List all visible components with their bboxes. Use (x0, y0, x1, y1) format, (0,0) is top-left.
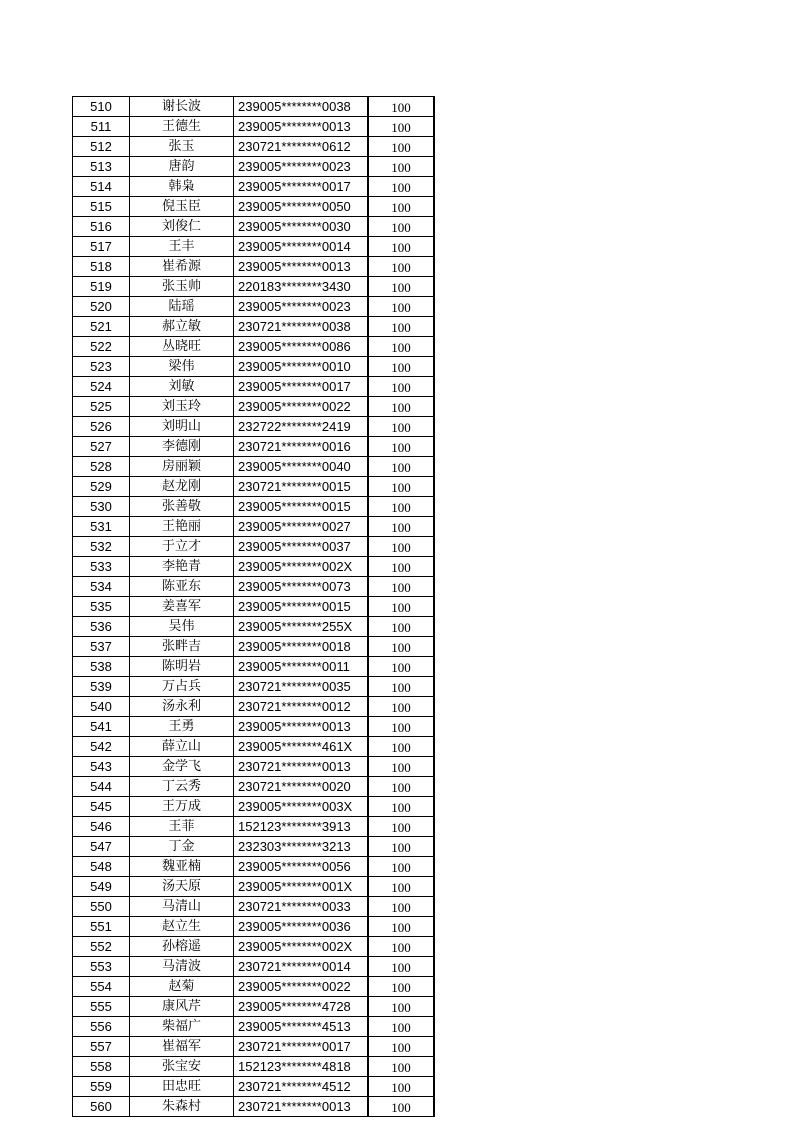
table-row (73, 557, 435, 577)
score-cell: 100 (368, 197, 434, 217)
score-cell: 100 (368, 437, 434, 457)
id-number-cell: 239005********0014 (234, 237, 369, 257)
id-number-cell: 232722********2419 (234, 417, 369, 437)
id-number-cell: 239005********0013 (234, 257, 369, 277)
name-cell: 朱森村 (130, 1097, 234, 1117)
id-number-cell: 239005********0086 (234, 337, 369, 357)
table-row (73, 817, 435, 837)
name-cell: 姜喜军 (130, 597, 234, 617)
table-row (73, 1037, 435, 1057)
score-cell: 100 (368, 97, 434, 117)
name-cell: 万占兵 (130, 677, 234, 697)
score-cell: 100 (368, 957, 434, 977)
name-cell: 吴伟 (130, 617, 234, 637)
id-number-cell: 232303********3213 (234, 837, 369, 857)
score-cell: 100 (368, 417, 434, 437)
id-number-cell: 239005********0038 (234, 97, 369, 117)
name-cell: 马清山 (130, 897, 234, 917)
row-number-cell: 537 (73, 637, 130, 657)
score-cell: 100 (368, 297, 434, 317)
score-cell: 100 (368, 317, 434, 337)
score-cell: 100 (368, 937, 434, 957)
id-number-cell: 239005********002X (234, 557, 369, 577)
table-row (73, 597, 435, 617)
score-cell: 100 (368, 517, 434, 537)
id-number-cell: 230721********0612 (234, 137, 369, 157)
score-cell: 100 (368, 597, 434, 617)
name-cell: 刘明山 (130, 417, 234, 437)
roster-table (72, 96, 435, 1117)
score-cell: 100 (368, 397, 434, 417)
table-row (73, 757, 435, 777)
id-number-cell: 239005********0030 (234, 217, 369, 237)
row-number-cell: 519 (73, 277, 130, 297)
score-cell: 100 (368, 337, 434, 357)
score-cell: 100 (368, 457, 434, 477)
score-cell: 100 (368, 377, 434, 397)
row-number-cell: 539 (73, 677, 130, 697)
name-cell: 王菲 (130, 817, 234, 837)
row-number-cell: 536 (73, 617, 130, 637)
name-cell: 梁伟 (130, 357, 234, 377)
id-number-cell: 239005********4513 (234, 1017, 369, 1037)
table-row (73, 877, 435, 897)
table-row (73, 697, 435, 717)
id-number-cell: 239005********0015 (234, 497, 369, 517)
table-row (73, 497, 435, 517)
table-row (73, 377, 435, 397)
row-number-cell: 557 (73, 1037, 130, 1057)
row-number-cell: 524 (73, 377, 130, 397)
name-cell: 崔福军 (130, 1037, 234, 1057)
name-cell: 王艳丽 (130, 517, 234, 537)
row-number-cell: 553 (73, 957, 130, 977)
id-number-cell: 239005********0015 (234, 597, 369, 617)
score-cell: 100 (368, 577, 434, 597)
id-number-cell: 230721********0015 (234, 477, 369, 497)
id-number-cell: 239005********0017 (234, 177, 369, 197)
score-cell: 100 (368, 757, 434, 777)
name-cell: 汤永利 (130, 697, 234, 717)
name-cell: 于立才 (130, 537, 234, 557)
score-cell: 100 (368, 137, 434, 157)
row-number-cell: 516 (73, 217, 130, 237)
table-row (73, 577, 435, 597)
table-row (73, 117, 435, 137)
score-cell: 100 (368, 877, 434, 897)
row-number-cell: 526 (73, 417, 130, 437)
name-cell: 柴福广 (130, 1017, 234, 1037)
table-row (73, 257, 435, 277)
table-row (73, 717, 435, 737)
score-cell: 100 (368, 537, 434, 557)
score-cell: 100 (368, 617, 434, 637)
table-row (73, 297, 435, 317)
score-cell: 100 (368, 1057, 434, 1077)
id-number-cell: 230721********4512 (234, 1077, 369, 1097)
row-number-cell: 520 (73, 297, 130, 317)
name-cell: 韩枭 (130, 177, 234, 197)
row-number-cell: 518 (73, 257, 130, 277)
table-row (73, 1017, 435, 1037)
row-number-cell: 510 (73, 97, 130, 117)
row-number-cell: 554 (73, 977, 130, 997)
name-cell: 汤天原 (130, 877, 234, 897)
table-row (73, 217, 435, 237)
name-cell: 金学飞 (130, 757, 234, 777)
name-cell: 张善敬 (130, 497, 234, 517)
name-cell: 王勇 (130, 717, 234, 737)
table-row (73, 977, 435, 997)
id-number-cell: 230721********0014 (234, 957, 369, 977)
row-number-cell: 521 (73, 317, 130, 337)
row-number-cell: 513 (73, 157, 130, 177)
score-cell: 100 (368, 777, 434, 797)
row-number-cell: 533 (73, 557, 130, 577)
table-row (73, 997, 435, 1017)
id-number-cell: 239005********0013 (234, 717, 369, 737)
name-cell: 赵菊 (130, 977, 234, 997)
table-row (73, 737, 435, 757)
table-row (73, 1077, 435, 1097)
score-cell: 100 (368, 1037, 434, 1057)
score-cell: 100 (368, 217, 434, 237)
score-cell: 100 (368, 837, 434, 857)
table-row (73, 637, 435, 657)
score-cell: 100 (368, 677, 434, 697)
name-cell: 魏亚楠 (130, 857, 234, 877)
id-number-cell: 230721********0013 (234, 1097, 369, 1117)
id-number-cell: 230721********0033 (234, 897, 369, 917)
name-cell: 倪玉臣 (130, 197, 234, 217)
row-number-cell: 523 (73, 357, 130, 377)
table-row (73, 797, 435, 817)
table-row (73, 357, 435, 377)
id-number-cell: 239005********0073 (234, 577, 369, 597)
name-cell: 刘玉玲 (130, 397, 234, 417)
table-row (73, 477, 435, 497)
row-number-cell: 538 (73, 657, 130, 677)
score-cell: 100 (368, 977, 434, 997)
row-number-cell: 531 (73, 517, 130, 537)
name-cell: 薛立山 (130, 737, 234, 757)
score-cell: 100 (368, 997, 434, 1017)
id-number-cell: 239005********001X (234, 877, 369, 897)
name-cell: 丁云秀 (130, 777, 234, 797)
name-cell: 唐韵 (130, 157, 234, 177)
score-cell: 100 (368, 177, 434, 197)
name-cell: 崔希源 (130, 257, 234, 277)
name-cell: 康风芹 (130, 997, 234, 1017)
row-number-cell: 545 (73, 797, 130, 817)
row-number-cell: 549 (73, 877, 130, 897)
table-row (73, 337, 435, 357)
table-row (73, 857, 435, 877)
score-cell: 100 (368, 917, 434, 937)
score-cell: 100 (368, 697, 434, 717)
name-cell: 王万成 (130, 797, 234, 817)
id-number-cell: 239005********0023 (234, 157, 369, 177)
row-number-cell: 550 (73, 897, 130, 917)
row-number-cell: 555 (73, 997, 130, 1017)
roster-table-body (73, 97, 435, 1117)
row-number-cell: 515 (73, 197, 130, 217)
id-number-cell: 239005********003X (234, 797, 369, 817)
table-row (73, 957, 435, 977)
score-cell: 100 (368, 897, 434, 917)
name-cell: 郝立敏 (130, 317, 234, 337)
row-number-cell: 514 (73, 177, 130, 197)
score-cell: 100 (368, 157, 434, 177)
id-number-cell: 239005********0011 (234, 657, 369, 677)
table-row (73, 417, 435, 437)
name-cell: 刘敏 (130, 377, 234, 397)
row-number-cell: 544 (73, 777, 130, 797)
table-row (73, 237, 435, 257)
score-cell: 100 (368, 637, 434, 657)
score-cell: 100 (368, 257, 434, 277)
row-number-cell: 541 (73, 717, 130, 737)
table-row (73, 177, 435, 197)
table-row (73, 517, 435, 537)
id-number-cell: 239005********255X (234, 617, 369, 637)
name-cell: 田忠旺 (130, 1077, 234, 1097)
row-number-cell: 522 (73, 337, 130, 357)
score-cell: 100 (368, 117, 434, 137)
name-cell: 王德生 (130, 117, 234, 137)
name-cell: 丁金 (130, 837, 234, 857)
name-cell: 李德刚 (130, 437, 234, 457)
table-row (73, 1057, 435, 1077)
id-number-cell: 239005********0010 (234, 357, 369, 377)
score-cell: 100 (368, 657, 434, 677)
row-number-cell: 512 (73, 137, 130, 157)
id-number-cell: 239005********0023 (234, 297, 369, 317)
table-row (73, 777, 435, 797)
row-number-cell: 527 (73, 437, 130, 457)
name-cell: 张玉帅 (130, 277, 234, 297)
score-cell: 100 (368, 237, 434, 257)
id-number-cell: 239005********0017 (234, 377, 369, 397)
id-number-cell: 239005********0036 (234, 917, 369, 937)
score-cell: 100 (368, 477, 434, 497)
name-cell: 王丰 (130, 237, 234, 257)
id-number-cell: 239005********0027 (234, 517, 369, 537)
row-number-cell: 560 (73, 1097, 130, 1117)
row-number-cell: 543 (73, 757, 130, 777)
row-number-cell: 528 (73, 457, 130, 477)
name-cell: 谢长波 (130, 97, 234, 117)
name-cell: 马清波 (130, 957, 234, 977)
id-number-cell: 239005********461X (234, 737, 369, 757)
id-number-cell: 230721********0017 (234, 1037, 369, 1057)
id-number-cell: 152123********3913 (234, 817, 369, 837)
row-number-cell: 511 (73, 117, 130, 137)
row-number-cell: 546 (73, 817, 130, 837)
row-number-cell: 548 (73, 857, 130, 877)
score-cell: 100 (368, 497, 434, 517)
name-cell: 赵龙刚 (130, 477, 234, 497)
score-cell: 100 (368, 277, 434, 297)
name-cell: 陈明岩 (130, 657, 234, 677)
name-cell: 陆瑶 (130, 297, 234, 317)
id-number-cell: 239005********0037 (234, 537, 369, 557)
row-number-cell: 534 (73, 577, 130, 597)
table-row (73, 657, 435, 677)
score-cell: 100 (368, 1017, 434, 1037)
table-row (73, 397, 435, 417)
table-row (73, 197, 435, 217)
table-row (73, 277, 435, 297)
id-number-cell: 230721********0016 (234, 437, 369, 457)
table-row (73, 617, 435, 637)
row-number-cell: 540 (73, 697, 130, 717)
id-number-cell: 230721********0012 (234, 697, 369, 717)
name-cell: 孙榕遥 (130, 937, 234, 957)
score-cell: 100 (368, 557, 434, 577)
id-number-cell: 230721********0020 (234, 777, 369, 797)
id-number-cell: 239005********4728 (234, 997, 369, 1017)
table-row (73, 917, 435, 937)
id-number-cell: 152123********4818 (234, 1057, 369, 1077)
name-cell: 张宝安 (130, 1057, 234, 1077)
score-cell: 100 (368, 1097, 434, 1117)
name-cell: 陈亚东 (130, 577, 234, 597)
table-row (73, 677, 435, 697)
id-number-cell: 220183********3430 (234, 277, 369, 297)
name-cell: 刘俊仁 (130, 217, 234, 237)
id-number-cell: 239005********0013 (234, 117, 369, 137)
score-cell: 100 (368, 717, 434, 737)
id-number-cell: 239005********0040 (234, 457, 369, 477)
table-row (73, 837, 435, 857)
name-cell: 张玉 (130, 137, 234, 157)
row-number-cell: 558 (73, 1057, 130, 1077)
id-number-cell: 239005********002X (234, 937, 369, 957)
id-number-cell: 239005********0022 (234, 397, 369, 417)
row-number-cell: 556 (73, 1017, 130, 1037)
id-number-cell: 230721********0013 (234, 757, 369, 777)
score-cell: 100 (368, 1077, 434, 1097)
row-number-cell: 517 (73, 237, 130, 257)
row-number-cell: 552 (73, 937, 130, 957)
score-cell: 100 (368, 797, 434, 817)
name-cell: 李艳青 (130, 557, 234, 577)
table-row (73, 1097, 435, 1117)
row-number-cell: 551 (73, 917, 130, 937)
id-number-cell: 230721********0035 (234, 677, 369, 697)
name-cell: 赵立生 (130, 917, 234, 937)
row-number-cell: 530 (73, 497, 130, 517)
id-number-cell: 239005********0018 (234, 637, 369, 657)
table-row (73, 317, 435, 337)
score-cell: 100 (368, 857, 434, 877)
id-number-cell: 239005********0056 (234, 857, 369, 877)
table-row (73, 537, 435, 557)
id-number-cell: 239005********0022 (234, 977, 369, 997)
name-cell: 丛晓旺 (130, 337, 234, 357)
row-number-cell: 535 (73, 597, 130, 617)
table-row (73, 97, 435, 117)
score-cell: 100 (368, 817, 434, 837)
table-row (73, 457, 435, 477)
id-number-cell: 239005********0050 (234, 197, 369, 217)
name-cell: 张畔吉 (130, 637, 234, 657)
name-cell: 房丽颖 (130, 457, 234, 477)
table-row (73, 157, 435, 177)
score-cell: 100 (368, 357, 434, 377)
row-number-cell: 559 (73, 1077, 130, 1097)
table-row (73, 137, 435, 157)
id-number-cell: 230721********0038 (234, 317, 369, 337)
table-row (73, 937, 435, 957)
row-number-cell: 542 (73, 737, 130, 757)
row-number-cell: 547 (73, 837, 130, 857)
row-number-cell: 525 (73, 397, 130, 417)
score-cell: 100 (368, 737, 434, 757)
table-row (73, 897, 435, 917)
row-number-cell: 529 (73, 477, 130, 497)
row-number-cell: 532 (73, 537, 130, 557)
table-row (73, 437, 435, 457)
